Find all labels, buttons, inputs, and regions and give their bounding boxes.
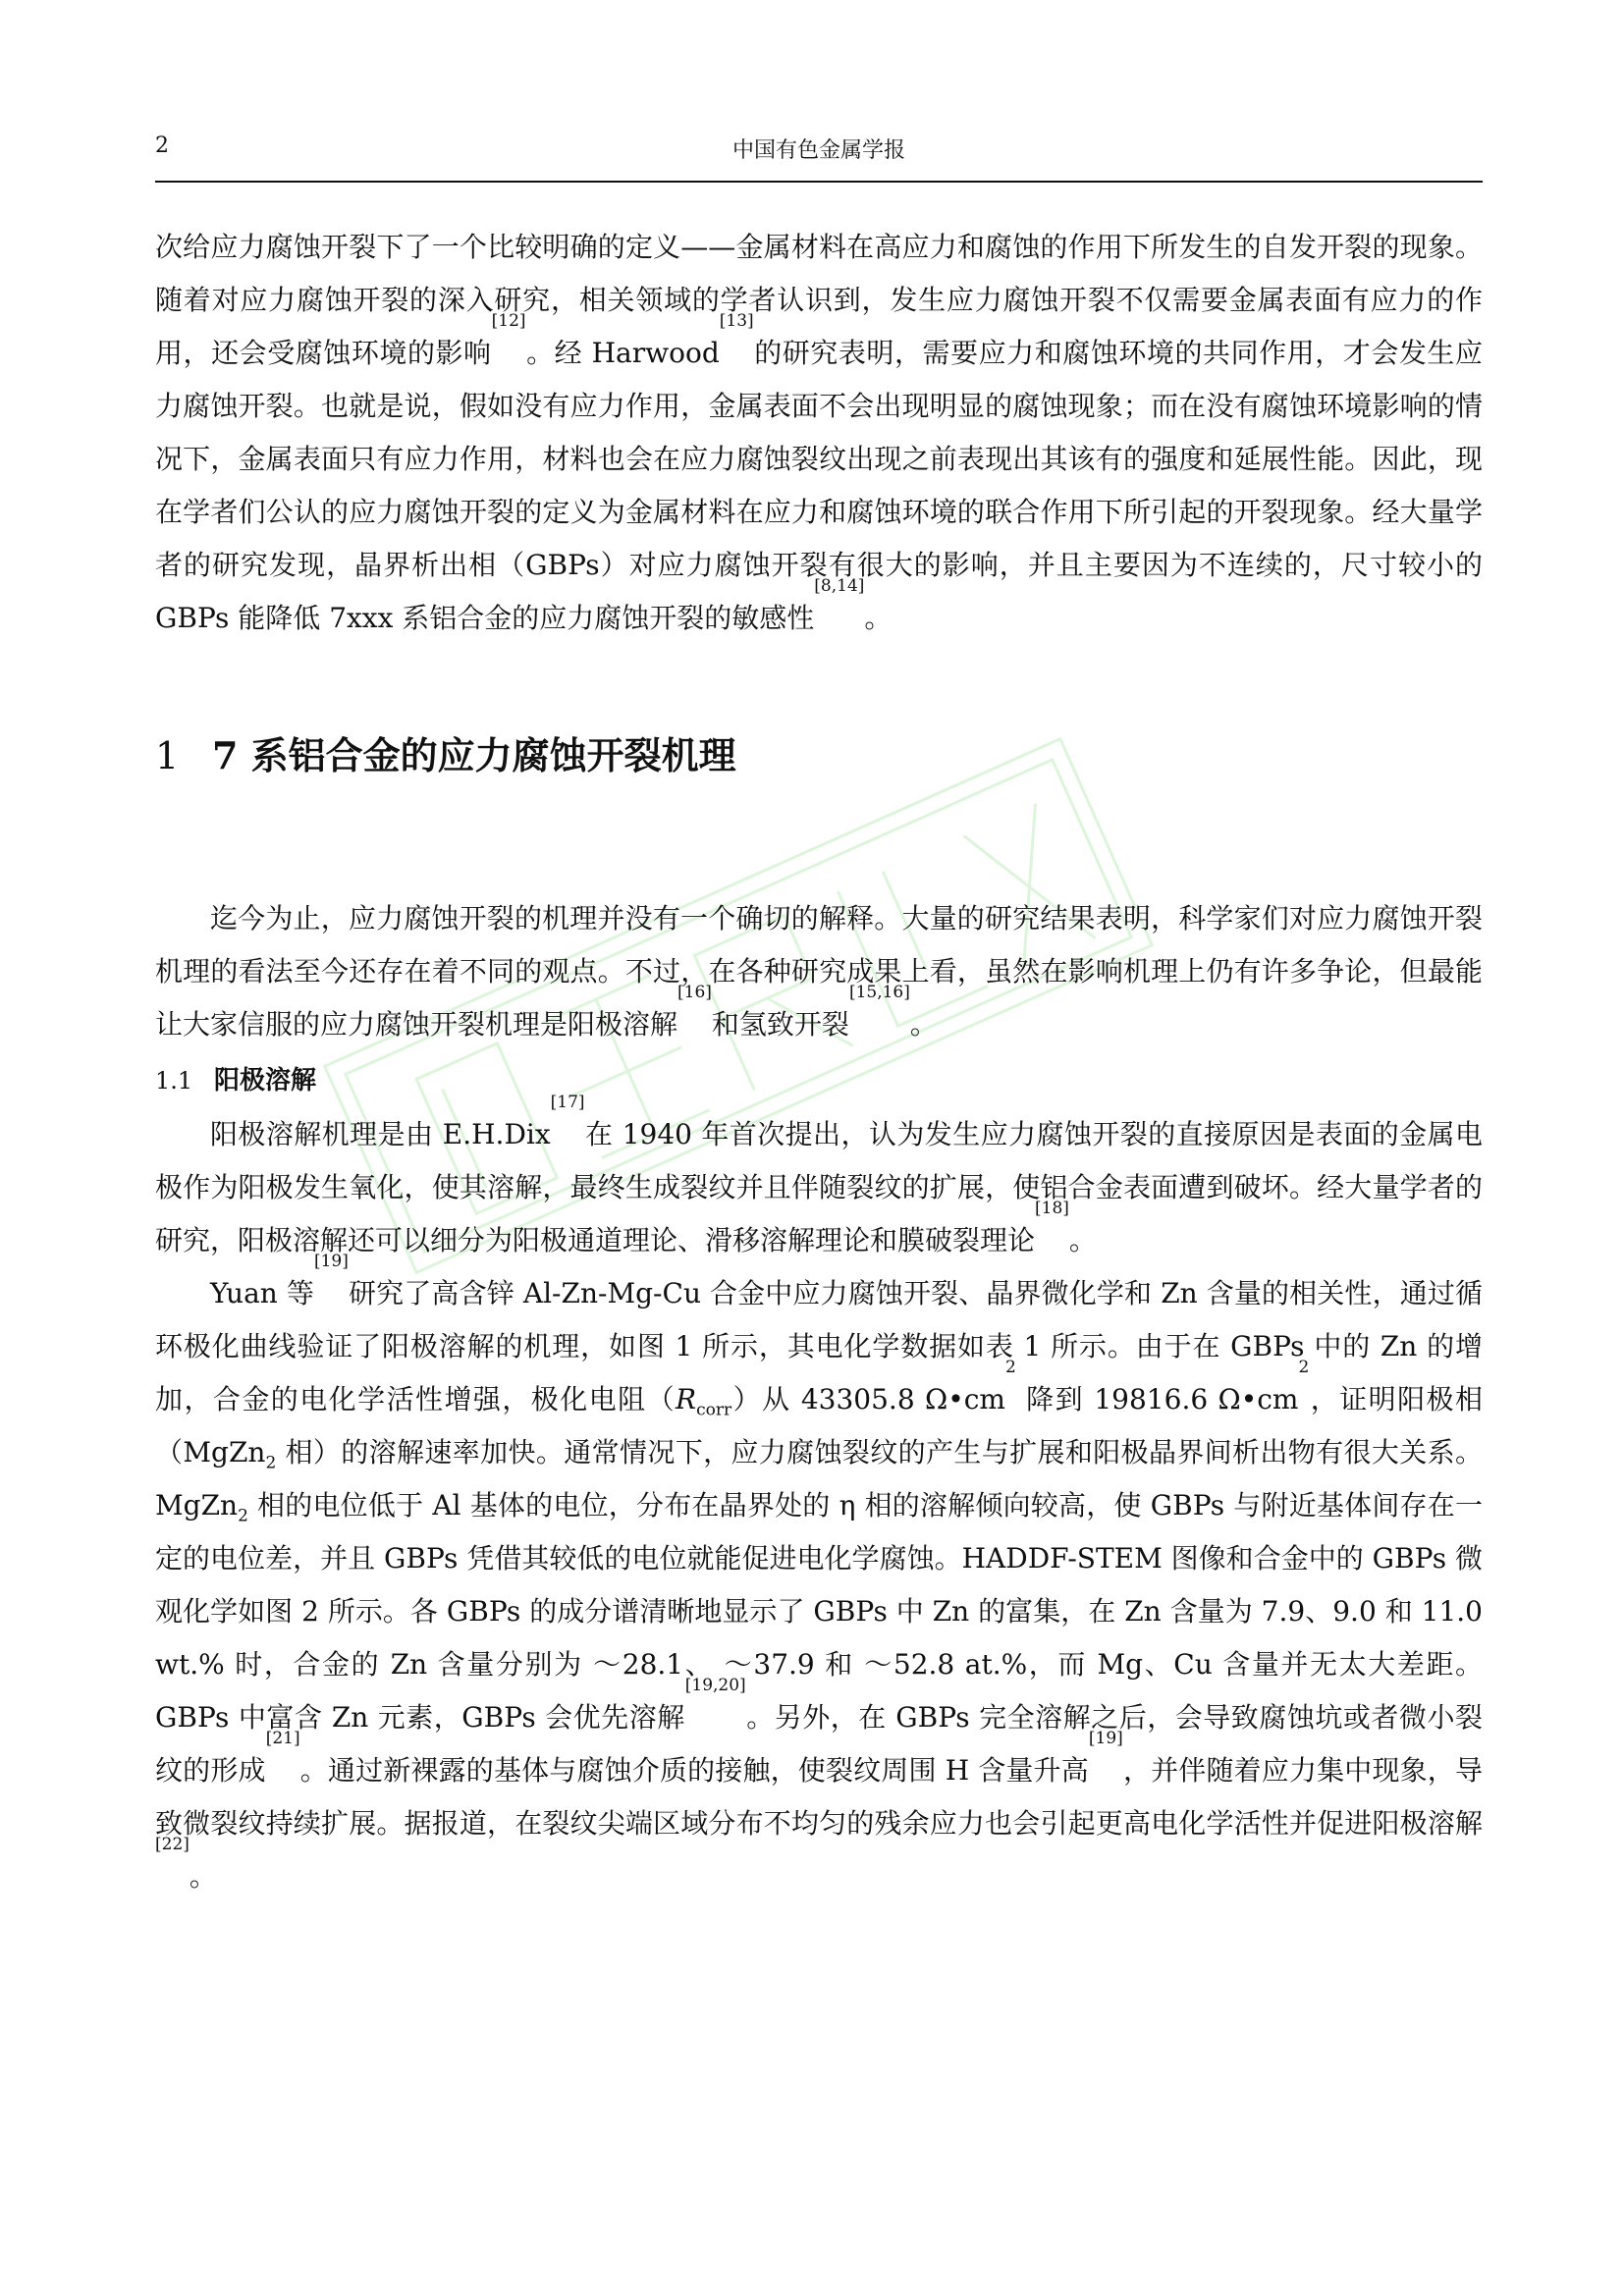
- header-rule: [155, 181, 1483, 183]
- section-title: 7 系铝合金的应力腐蚀开裂机理: [212, 733, 736, 777]
- paragraph-text: Yuan 等: [210, 1277, 314, 1309]
- paragraph-text: ，并伴随着应力集中现象，导致微裂纹持续扩展。据报道，在裂纹尖端区域分布不均匀的残余应力也会引起更高电化学活性并促进阳极溶解: [155, 1754, 1483, 1840]
- paragraph-text: 。另外，在 GBPs 完全溶解之后，会导致腐蚀坑或者微小裂纹的形成: [155, 1701, 1483, 1787]
- paragraph-text: 在 1940 年首次提出，认为发生应力腐蚀开裂的直接原因是表面的金属电极作为阳极发生氧化，使其溶解，最终生成裂纹并且伴随裂纹的扩展，使铝合金表面遭到破坏。经大量学者的研究，阳极溶解还可以细分为阳极通道理论、滑移溶解理论和膜破裂理论: [155, 1118, 1483, 1256]
- citation: [15,16]: [848, 983, 910, 1002]
- citation: [19]: [1088, 1729, 1123, 1748]
- subsection-number: 1.1: [155, 1067, 193, 1095]
- paragraph-text: 相）的溶解速率加快。通常情况下，应力腐蚀裂纹的产生与扩展和阳极晶界间析出物有很大关系。MgZn: [155, 1436, 1483, 1522]
- symbol-r: R: [676, 1383, 697, 1415]
- paragraph-text: 。: [189, 1860, 217, 1893]
- page-number: 2: [155, 133, 169, 158]
- subscript: 2: [265, 1453, 277, 1473]
- paragraph-dix: [155, 1093, 1483, 1267]
- paragraph-text: 。通过新裸露的基体与腐蚀介质的接触，使裂纹周围 H 含量升高: [299, 1754, 1089, 1787]
- paragraph-text: 相的电位低于 Al 基体的电位，分布在晶界处的 η 相的溶解倾向较高，使 GBPs 与附近基体间存在一定的电位差，并且 GBPs 凭借其较低的电位就能促进电化学腐蚀。HADDF-STEM 图像和合金中的 GBPs 微观化学如图 2 所示。各 GBPs 的成分谱清晰地显示了 GBPs 中 Zn 的富集，在 Zn 含量为 7.9、9.0 和 11.0 wt.% 时，合金的 Zn 含量分别为 ～28.1、 ～37.9 和 ～52.8 at.%，而 Mg、Cu 含量并无太大差距。GBPs 中富含 Zn 元素，GBPs 会优先溶解: [155, 1489, 1483, 1734]
- citation: [18]: [1035, 1199, 1069, 1218]
- citation: [19]: [313, 1252, 349, 1271]
- paragraph-text: 研究了高含锌 Al-Zn-Mg-Cu 合金中应力腐蚀开裂、晶界微化学和 Zn 含量的相关性，通过循环极化曲线验证了阳极溶解的机理，如图 1 所示，其电化学数据如表 1 所示。由于在 GBPs 中的 Zn 的增加，合金的电化学活性增强，极化电阻（: [155, 1277, 1483, 1415]
- subsection-heading: [155, 1059, 1483, 1102]
- superscript: 2: [1004, 1358, 1016, 1377]
- paragraph-text: ）从 43305.8 Ω•cm: [731, 1383, 1005, 1415]
- subscript: 2: [238, 1506, 248, 1526]
- section-heading: [155, 725, 1483, 784]
- citation: [17]: [550, 1093, 585, 1112]
- section-paragraph: [155, 892, 1483, 1051]
- citation: [22]: [155, 1835, 189, 1854]
- citation: [21]: [265, 1729, 300, 1748]
- paragraph-text: 阳极溶解机理是由 E.H.Dix: [210, 1118, 551, 1150]
- intro-text: 次给应力腐蚀开裂下了一个比较明确的定义——金属材料在高应力和腐蚀的作用下所发生的自发开裂的现象。随着对应力腐蚀开裂的深入研究，相关领域的学者认识到，发生应力腐蚀开裂不仅需要金属表面有应力的作用，还会受腐蚀环境的影响: [155, 231, 1483, 369]
- paragraph-text: 。: [909, 1008, 938, 1041]
- intro-text: 。: [864, 602, 893, 634]
- subsection-title: 阳极溶解: [214, 1066, 317, 1095]
- citation: [12]: [491, 311, 526, 331]
- intro-text: 。经 Harwood: [525, 337, 720, 369]
- citation: [8,14]: [814, 576, 865, 596]
- paragraph-text: ，证明阳极相（MgZn: [155, 1383, 1483, 1468]
- paragraph-text: 迄今为止，应力腐蚀开裂的机理并没有一个确切的解释。大量的研究结果表明，科学家们对应力腐蚀开裂机理的看法至今还存在着不同的观点。不过，在各种研究成果上看，虽然在影响机理上仍有许多争论，但最能让大家信服的应力腐蚀开裂机理是阳极溶解: [155, 902, 1483, 1041]
- article-body: [155, 221, 1483, 1903]
- intro-text: 的研究表明，需要应力和腐蚀环境的共同作用，才会发生应力腐蚀开裂。也就是说，假如没有应力作用，金属表面不会出现明显的腐蚀现象；而在没有腐蚀环境影响的情况下，金属表面只有应力作用，材料也会在应力腐蚀裂纹出现之前表现出其该有的强度和延展性能。因此，现在学者们公认的应力腐蚀开裂的定义为金属材料在应力和腐蚀环境的联合作用下所引起的开裂现象。经大量学者的研究发现，晶界析出相（GBPs）对应力腐蚀开裂有很大的影响，并且主要因为不连续的，尺寸较小的 GBPs 能降低 7xxx 系铝合金的应力腐蚀开裂的敏感性: [155, 337, 1483, 634]
- page-header: [155, 133, 1483, 179]
- paragraph-text: 和氢致开裂: [711, 1008, 849, 1041]
- paragraph-text: 降到 19816.6 Ω•cm: [1015, 1383, 1299, 1415]
- intro-paragraph: [155, 221, 1483, 645]
- citation: [13]: [719, 311, 754, 331]
- section-number: 1: [155, 734, 180, 777]
- citation: [16]: [677, 983, 712, 1002]
- citation: [19,20]: [684, 1676, 746, 1695]
- paragraph-text: 。: [1068, 1224, 1097, 1256]
- paragraph-yuan: [155, 1252, 1483, 1903]
- journal-title: 中国有色金属学报: [731, 138, 905, 163]
- superscript: 2: [1298, 1358, 1310, 1377]
- symbol-subscript: corr: [696, 1400, 732, 1420]
